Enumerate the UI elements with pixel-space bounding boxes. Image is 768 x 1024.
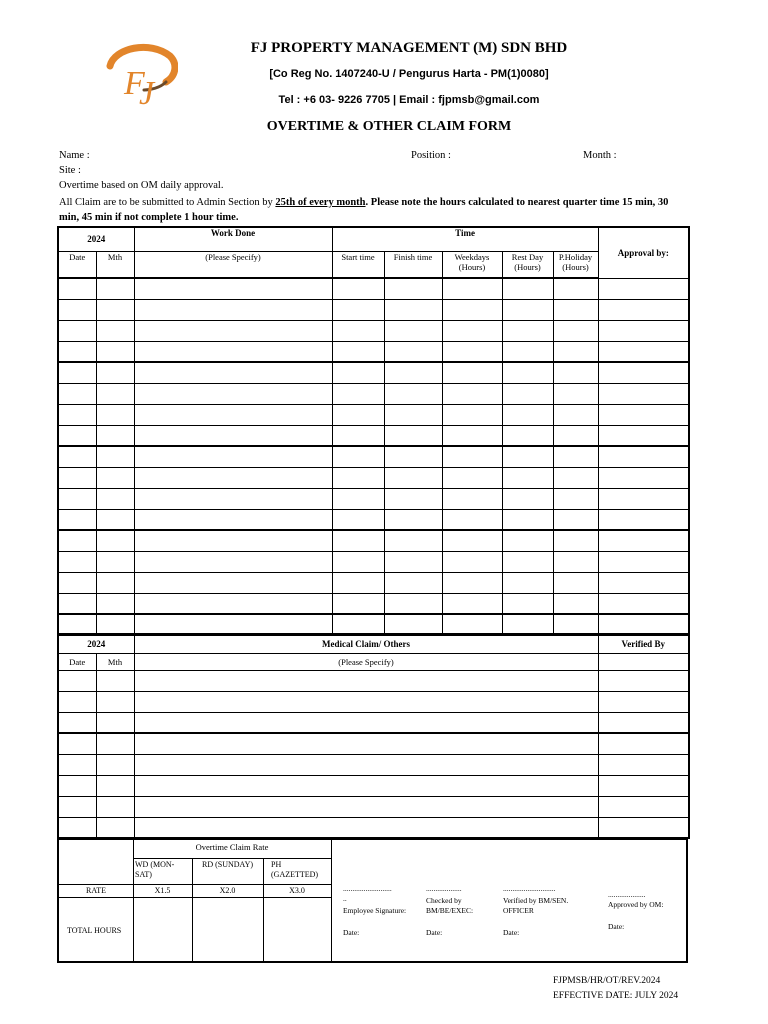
overtime-cell[interactable] — [134, 572, 332, 593]
overtime-cell[interactable] — [442, 383, 502, 404]
overtime-cell[interactable] — [96, 446, 134, 467]
ot-date-header: Date — [58, 251, 96, 278]
medical-cell[interactable] — [96, 691, 134, 712]
overtime-cell[interactable] — [332, 383, 384, 404]
overtime-row — [58, 299, 689, 320]
medical-cell[interactable] — [134, 733, 598, 754]
overtime-cell[interactable] — [58, 341, 96, 362]
overtime-cell[interactable] — [502, 341, 553, 362]
medical-cell[interactable] — [134, 754, 598, 775]
overtime-cell[interactable] — [502, 320, 553, 341]
overtime-cell[interactable] — [598, 488, 689, 509]
overtime-cell[interactable] — [442, 299, 502, 320]
overtime-cell[interactable] — [442, 509, 502, 530]
ph-rate: X3.0 — [289, 886, 305, 895]
overtime-cell[interactable] — [553, 383, 598, 404]
rd-header: RD (SUNDAY) — [202, 860, 254, 869]
medical-cell[interactable] — [58, 670, 96, 691]
overtime-cell[interactable] — [134, 404, 332, 425]
total-hours-label: TOTAL HOURS — [67, 926, 122, 935]
overtime-cell[interactable] — [553, 593, 598, 614]
medical-cell[interactable] — [598, 691, 689, 712]
med-specify-header: (Please Specify) — [134, 653, 598, 670]
overtime-cell[interactable] — [384, 362, 442, 383]
overtime-cell[interactable] — [58, 362, 96, 383]
form-title: OVERTIME & OTHER CLAIM FORM — [266, 119, 512, 134]
overtime-cell[interactable] — [332, 614, 384, 635]
overtime-cell[interactable] — [598, 551, 689, 572]
ot-specify-header: (Please Specify) — [134, 251, 332, 278]
site-label: Site : — [59, 165, 81, 176]
overtime-cell[interactable] — [598, 509, 689, 530]
overtime-cell[interactable] — [58, 278, 96, 299]
overtime-cell[interactable] — [553, 446, 598, 467]
overtime-row — [58, 530, 689, 551]
svg-text:J: J — [139, 75, 155, 112]
overtime-cell[interactable] — [384, 299, 442, 320]
overtime-cell[interactable] — [384, 488, 442, 509]
overtime-cell[interactable] — [442, 530, 502, 551]
overtime-cell[interactable] — [598, 404, 689, 425]
medical-cell[interactable] — [58, 712, 96, 733]
signature-divider — [331, 840, 332, 962]
overtime-cell[interactable] — [96, 509, 134, 530]
overtime-cell[interactable] — [553, 614, 598, 635]
medical-cell[interactable] — [598, 817, 689, 838]
checked-dots: ................... — [426, 884, 462, 893]
medical-cell[interactable] — [134, 691, 598, 712]
overtime-cell[interactable] — [553, 467, 598, 488]
overtime-cell[interactable] — [332, 299, 384, 320]
rate-blank-cell — [59, 840, 134, 884]
overtime-cell[interactable] — [384, 320, 442, 341]
medical-cell[interactable] — [598, 712, 689, 733]
medical-cell[interactable] — [96, 754, 134, 775]
wd-rate: X1.5 — [154, 886, 171, 895]
medical-row — [58, 670, 689, 691]
overtime-cell[interactable] — [442, 593, 502, 614]
overtime-cell[interactable] — [502, 278, 553, 299]
overtime-cell[interactable] — [502, 509, 553, 530]
overtime-cell[interactable] — [502, 299, 553, 320]
medical-cell[interactable] — [58, 796, 96, 817]
overtime-cell[interactable] — [553, 299, 598, 320]
overtime-cell[interactable] — [96, 572, 134, 593]
note-submission-a: All Claim are to be submitted to Admin Section by — [59, 197, 276, 208]
overtime-row — [58, 467, 689, 488]
overtime-cell[interactable] — [442, 551, 502, 572]
overtime-cell[interactable] — [58, 299, 96, 320]
overtime-cell[interactable] — [58, 509, 96, 530]
overtime-cell[interactable] — [332, 572, 384, 593]
overtime-cell[interactable] — [332, 509, 384, 530]
medical-cell[interactable] — [598, 796, 689, 817]
verified-dots: ............................ — [503, 884, 556, 893]
footer-effective-date: EFFECTIVE DATE: JULY 2024 — [553, 991, 679, 1001]
overtime-cell[interactable] — [442, 572, 502, 593]
overtime-row — [58, 572, 689, 593]
overtime-cell[interactable] — [96, 341, 134, 362]
overtime-cell[interactable] — [332, 425, 384, 446]
rate-title: Overtime Claim Rate — [133, 840, 332, 858]
overtime-cell[interactable] — [96, 614, 134, 635]
overtime-cell[interactable] — [384, 593, 442, 614]
medical-cell[interactable] — [134, 796, 598, 817]
overtime-cell[interactable] — [58, 551, 96, 572]
overtime-cell[interactable] — [58, 488, 96, 509]
overtime-cell[interactable] — [442, 446, 502, 467]
medical-row — [58, 775, 689, 796]
rd-rate: X2.0 — [219, 886, 236, 895]
overtime-row — [58, 614, 689, 635]
overtime-cell[interactable] — [384, 383, 442, 404]
ph-header: PH (GAZETTED) — [271, 860, 319, 879]
medical-cell[interactable] — [598, 775, 689, 796]
note-deadline: 25th of every month — [275, 197, 366, 208]
overtime-cell[interactable] — [96, 404, 134, 425]
col-line-0 — [133, 884, 134, 962]
claim-summary-section — [57, 839, 688, 963]
overtime-cell[interactable] — [598, 383, 689, 404]
overtime-cell[interactable] — [502, 488, 553, 509]
employee-sig-dots: .......................... — [343, 884, 392, 893]
overtime-row — [58, 278, 689, 299]
time-header: Time — [332, 227, 598, 251]
overtime-cell[interactable] — [58, 404, 96, 425]
overtime-cell[interactable] — [553, 509, 598, 530]
overtime-row — [58, 509, 689, 530]
overtime-cell[interactable] — [598, 341, 689, 362]
overtime-cell[interactable] — [384, 614, 442, 635]
overtime-cell[interactable] — [332, 362, 384, 383]
overtime-row — [58, 446, 689, 467]
overtime-cell[interactable] — [442, 362, 502, 383]
overtime-cell[interactable] — [598, 572, 689, 593]
overtime-cell[interactable] — [96, 278, 134, 299]
overtime-cell[interactable] — [553, 341, 598, 362]
verified-header: Verified By — [598, 634, 689, 653]
overtime-cell[interactable] — [332, 530, 384, 551]
overtime-cell[interactable] — [332, 404, 384, 425]
medical-cell[interactable] — [134, 712, 598, 733]
medical-row — [58, 817, 689, 838]
overtime-cell[interactable] — [96, 488, 134, 509]
position-label: Position : — [411, 150, 451, 161]
overtime-cell[interactable] — [134, 299, 332, 320]
approved-label: Approved by OM: — [608, 900, 664, 909]
overtime-cell[interactable] — [58, 446, 96, 467]
overtime-cell[interactable] — [134, 362, 332, 383]
medical-cell[interactable] — [134, 670, 598, 691]
overtime-cell[interactable] — [384, 446, 442, 467]
footer-ref: FJPMSB/HR/OT/REV.2024 — [553, 976, 661, 986]
overtime-cell[interactable] — [332, 446, 384, 467]
overtime-cell[interactable] — [502, 404, 553, 425]
medical-row — [58, 754, 689, 775]
overtime-cell[interactable] — [553, 278, 598, 299]
overtime-cell[interactable] — [553, 320, 598, 341]
rate-row-line-bottom — [59, 897, 331, 898]
note-submission-c: . Please note the hours calculated to nearest quarter time 15 min, 30 min, 45 min if not complete 1 hour time. — [59, 197, 669, 223]
overtime-cell[interactable] — [598, 446, 689, 467]
overtime-cell[interactable] — [502, 593, 553, 614]
overtime-cell[interactable] — [96, 551, 134, 572]
overtime-cell[interactable] — [96, 425, 134, 446]
note-om-approval: Overtime based on OM daily approval. — [59, 180, 224, 191]
overtime-cell[interactable] — [96, 593, 134, 614]
overtime-cell[interactable] — [502, 362, 553, 383]
overtime-cell[interactable] — [553, 362, 598, 383]
note-submission — [59, 195, 684, 225]
approved-dots: .................... — [608, 890, 646, 899]
overtime-cell[interactable] — [553, 530, 598, 551]
overtime-cell[interactable] — [96, 362, 134, 383]
medical-row — [58, 733, 689, 754]
overtime-cell[interactable] — [134, 551, 332, 572]
overtime-cell[interactable] — [442, 488, 502, 509]
overtime-row — [58, 488, 689, 509]
medical-row — [58, 796, 689, 817]
overtime-cell[interactable] — [384, 509, 442, 530]
rate-label: RATE — [86, 886, 106, 895]
approval-header: Approval by: — [598, 227, 689, 278]
medical-header: Medical Claim/ Others — [134, 634, 598, 653]
overtime-cell[interactable] — [96, 383, 134, 404]
overtime-cell[interactable] — [442, 404, 502, 425]
overtime-row — [58, 551, 689, 572]
medical-cell[interactable] — [96, 712, 134, 733]
approved-date-label: Date: — [608, 922, 625, 931]
overtime-cell[interactable] — [502, 551, 553, 572]
overtime-cell[interactable] — [134, 341, 332, 362]
overtime-cell[interactable] — [134, 425, 332, 446]
rate-divider — [133, 858, 331, 859]
overtime-cell[interactable] — [553, 404, 598, 425]
overtime-cell[interactable] — [58, 572, 96, 593]
medical-cell[interactable] — [96, 670, 134, 691]
medical-table — [57, 633, 690, 839]
overtime-row — [58, 341, 689, 362]
med-date-header: Date — [58, 653, 96, 670]
checked-label: Checked by BM/BE/EXEC: — [426, 896, 474, 915]
overtime-cell[interactable] — [553, 488, 598, 509]
overtime-cell[interactable] — [58, 593, 96, 614]
medical-row — [58, 691, 689, 712]
overtime-cell[interactable] — [598, 299, 689, 320]
overtime-cell[interactable] — [502, 467, 553, 488]
overtime-cell[interactable] — [384, 551, 442, 572]
wd-header: WD (MON-SAT) — [135, 860, 175, 879]
company-registration: [Co Reg No. 1407240-U / Pengurus Harta - PM(1)0080] — [269, 68, 549, 80]
ot-mth-header: Mth — [96, 251, 134, 278]
medical-cell[interactable] — [58, 754, 96, 775]
overtime-cell[interactable] — [58, 320, 96, 341]
overtime-cell[interactable] — [58, 614, 96, 635]
company-name: FJ PROPERTY MANAGEMENT (M) SDN BHD — [250, 40, 568, 56]
rest-day-header: Rest Day (Hours) — [502, 251, 553, 278]
employee-date-label: Date: — [343, 928, 360, 937]
overtime-cell[interactable] — [96, 320, 134, 341]
medical-cell[interactable] — [598, 733, 689, 754]
overtime-cell[interactable] — [332, 278, 384, 299]
overtime-table — [57, 226, 690, 636]
medical-cell[interactable] — [134, 817, 598, 838]
medical-cell[interactable] — [134, 775, 598, 796]
month-label: Month : — [583, 150, 617, 161]
overtime-cell[interactable] — [332, 488, 384, 509]
overtime-cell[interactable] — [598, 362, 689, 383]
overtime-cell[interactable] — [96, 467, 134, 488]
col-line-1 — [192, 858, 193, 962]
overtime-cell[interactable] — [502, 446, 553, 467]
overtime-cell[interactable] — [384, 404, 442, 425]
overtime-cell[interactable] — [442, 341, 502, 362]
overtime-cell[interactable] — [442, 320, 502, 341]
overtime-cell[interactable] — [134, 530, 332, 551]
overtime-cell[interactable] — [96, 530, 134, 551]
overtime-cell[interactable] — [598, 320, 689, 341]
overtime-cell[interactable] — [58, 530, 96, 551]
overtime-row — [58, 404, 689, 425]
overtime-cell[interactable] — [134, 593, 332, 614]
medical-cell[interactable] — [598, 754, 689, 775]
name-label: Name : — [59, 150, 90, 161]
overtime-cell[interactable] — [502, 614, 553, 635]
overtime-cell[interactable] — [134, 488, 332, 509]
overtime-cell[interactable] — [502, 530, 553, 551]
overtime-cell[interactable] — [332, 320, 384, 341]
overtime-cell[interactable] — [442, 467, 502, 488]
overtime-cell[interactable] — [96, 299, 134, 320]
overtime-cell[interactable] — [384, 425, 442, 446]
overtime-cell[interactable] — [134, 278, 332, 299]
employee-signature-label: Employee Signature: — [343, 906, 407, 915]
overtime-cell[interactable] — [58, 425, 96, 446]
medical-cell[interactable] — [96, 775, 134, 796]
overtime-cell[interactable] — [332, 467, 384, 488]
overtime-cell[interactable] — [598, 278, 689, 299]
overtime-cell[interactable] — [134, 467, 332, 488]
verified-label: Verified by BM/SEN. OFFICER — [503, 896, 569, 915]
overtime-cell[interactable] — [384, 341, 442, 362]
med-year-header: 2024 — [58, 634, 134, 653]
overtime-cell[interactable] — [134, 446, 332, 467]
med-mth-header: Mth — [96, 653, 134, 670]
med-verified-blank — [598, 653, 689, 670]
overtime-cell[interactable] — [598, 425, 689, 446]
weekdays-header: Weekdays (Hours) — [442, 251, 502, 278]
start-time-header: Start time — [332, 251, 384, 278]
medical-cell[interactable] — [96, 733, 134, 754]
overtime-cell[interactable] — [502, 572, 553, 593]
overtime-cell[interactable] — [598, 530, 689, 551]
overtime-cell[interactable] — [553, 551, 598, 572]
overtime-cell[interactable] — [58, 467, 96, 488]
medical-cell[interactable] — [58, 733, 96, 754]
ot-year-header: 2024 — [58, 227, 134, 251]
overtime-cell[interactable] — [134, 614, 332, 635]
overtime-cell[interactable] — [384, 467, 442, 488]
medical-cell[interactable] — [58, 691, 96, 712]
finish-time-header: Finish time — [384, 251, 442, 278]
overtime-cell[interactable] — [442, 614, 502, 635]
overtime-cell[interactable] — [598, 614, 689, 635]
overtime-cell[interactable] — [134, 383, 332, 404]
overtime-cell[interactable] — [384, 572, 442, 593]
checked-date-label: Date: — [426, 928, 443, 937]
overtime-row — [58, 362, 689, 383]
medical-cell[interactable] — [96, 796, 134, 817]
company-contact: Tel : +6 03- 9226 7705 | Email : fjpmsb@gmail.com — [278, 94, 540, 106]
overtime-cell[interactable] — [553, 572, 598, 593]
medical-cell[interactable] — [58, 775, 96, 796]
svg-text:F: F — [124, 65, 145, 102]
overtime-cell[interactable] — [502, 425, 553, 446]
overtime-cell[interactable] — [384, 530, 442, 551]
overtime-cell[interactable] — [598, 593, 689, 614]
verified-date-label: Date: — [503, 928, 520, 937]
overtime-cell[interactable] — [442, 425, 502, 446]
overtime-cell[interactable] — [442, 278, 502, 299]
medical-row — [58, 712, 689, 733]
medical-cell[interactable] — [598, 670, 689, 691]
work-done-header: Work Done — [134, 227, 332, 251]
col-line-2 — [263, 858, 264, 962]
overtime-cell[interactable] — [553, 425, 598, 446]
overtime-cell[interactable] — [332, 593, 384, 614]
overtime-cell[interactable] — [134, 509, 332, 530]
overtime-cell[interactable] — [502, 383, 553, 404]
overtime-cell[interactable] — [58, 383, 96, 404]
overtime-cell[interactable] — [134, 320, 332, 341]
overtime-row — [58, 383, 689, 404]
overtime-row — [58, 593, 689, 614]
employee-sig-small-dots: .. — [343, 894, 347, 903]
overtime-cell[interactable] — [598, 467, 689, 488]
overtime-cell[interactable] — [384, 278, 442, 299]
medical-cell[interactable] — [96, 817, 134, 838]
overtime-cell[interactable] — [332, 551, 384, 572]
medical-cell[interactable] — [58, 817, 96, 838]
overtime-row — [58, 320, 689, 341]
overtime-cell[interactable] — [332, 341, 384, 362]
overtime-row — [58, 425, 689, 446]
p-holiday-header: P.Holiday (Hours) — [553, 251, 598, 278]
